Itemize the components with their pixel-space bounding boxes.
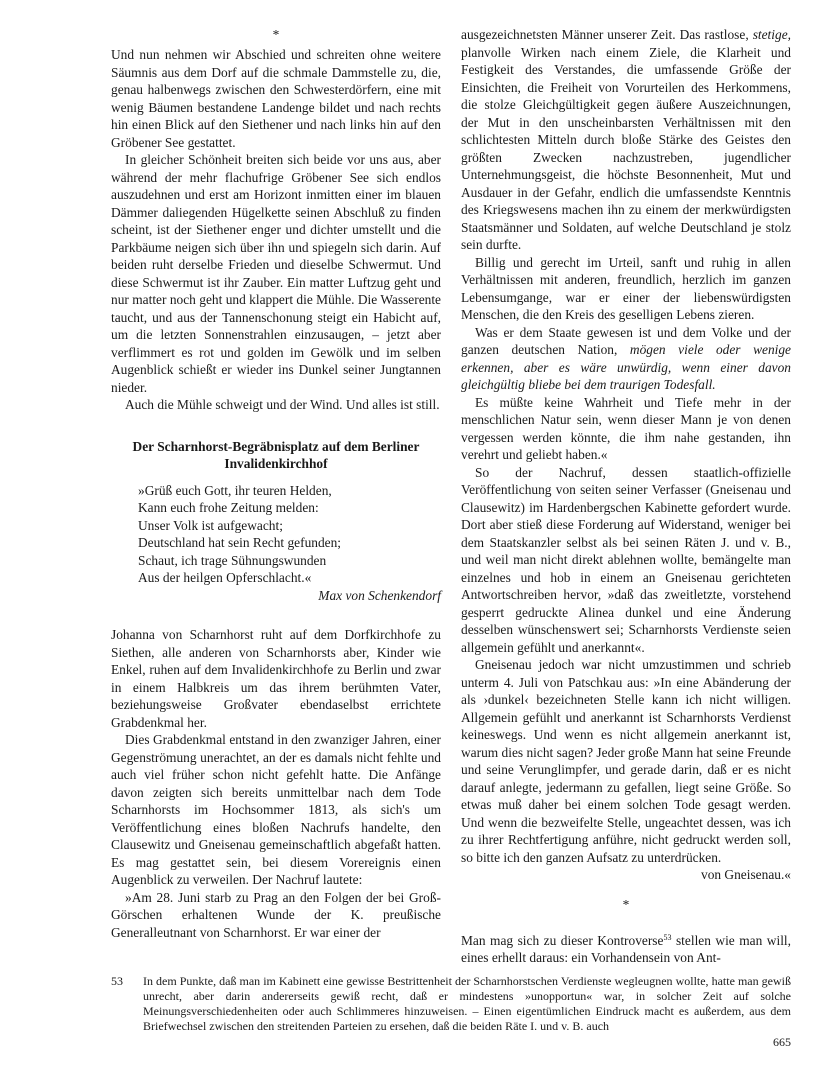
paragraph [461,324,791,394]
italic-text: stetige, [752,27,791,42]
paragraph: Johanna von Scharnhorst ruht auf dem Dorfkirchhofe zu Siethen, alle anderen von Scharnhorsts aber, Kinder wie Enkel, ruhen auf dem Invalidenkirchhofe zu Berlin und zwar in einem Halbkreis um das ihrem berühmten Vater, beziehungsweise Großvater ebendaselbst errichtete Grabdenkmal her. [111,627,441,730]
page-number: 665 [773,1035,791,1049]
paragraph: Auch die Mühle schweigt und der Wind. Und alles ist still. [125,397,440,412]
poem-line: Unser Volk ist aufgewacht; [138,517,283,533]
poem-line: Deutschland hat sein Recht gefunden; [138,535,342,550]
paragraph [461,932,791,967]
paragraph: Und nun nehmen wir Abschied und schreiten ohne weitere Säumnis aus dem Dorf auf die schmale Dammstelle zu, die, genau halbenwegs zwischen den Schwesterdörfern, eine mit wenig Bäumen bestandene Landenge bildet und nach rechts hin einen Blick auf den Siethener und nach links hin auf den Gröbener See gestattet. [111,47,441,150]
footnote [111,974,791,1034]
paragraph: Es müßte keine Wahrheit und Tiefe mehr in der menschlichen Natur sein, wenn dieser Mann je von denen vergessen werden könnte, die ihm nahe gestanden, ihn verehrt und geliebt haben.« [461,394,791,462]
left-column [111,26,441,941]
paragraph [461,26,791,254]
paragraph: In gleicher Schönheit breiten sich beide vor uns aus, aber während der mehr flachufrige Gröbener See sich endlos auszudehnen und erst am Horizont inmitten einer im blauen Dämmer daliegenden Hügelkette seinen Abschluß zu finden scheint, ist der Siethener enger und dichter umstellt und die Parkbäume neigen sich über ihn und spiegeln sich darin. Auf beiden ruht derselbe Frieden und dieselbe Schwermut. Und diese Schwermut ist ihr Zauber. Ein matter Luftzug geht und nur matter noch geht und klappert die Mühle. Die Wasserente taucht, und aus der Tannenschonung steigt ein Habicht auf, um die letzten Sonnenstrahlen einzusaugen, – jetzt aber verflimmert es rot und golden im Gewölk und im selben Augenblick schießt er wieder ins Dunkel seiner Jungtannen nieder. [111,152,441,395]
paragraph: Billig und gerecht im Urteil, sanft und ruhig in allen Verhältnissen mit anderen, freundlich, herzlich im ganzen Lebensumgange, war er einer der liebenswürdigsten Menschen, die den Kreis des geselligen Lebens zieren. [461,254,791,322]
poem [111,482,441,587]
text-run: stellen wie man will, eines erhellt daraus: ein Vorhandensein von Ant- [461,932,791,965]
right-column [461,26,791,967]
paragraph: Gneisenau jedoch war nicht umzustimmen und schrieb unterm 4. Juli von Patschkau aus: »In eine Abänderung der als ›dunkel‹ bezeichneten Stelle kann ich nicht willigen. Allgemein gefühlt und anerkannt ist Scharnhorsts Verdienst keineswegs. Und wenn es nicht allgemein anerkannt ist, warum dies nicht sagen? Jeder große Mann hat seine Freunde und seine Verunglimpfer, und gerade darin, daß er es nicht darauf anlegte, jedermann zu gefallen, liegt seine Größe. So etwas muß daher bei einem solchen Tode gesagt werden. Und wenn die bezweifelte Stelle, ungeachtet dessen, was ich zu ihrer Rechtfertigung anführe, nicht gedruckt werden soll, so bitte ich den ganzen Aufsatz zu unterdrücken. [461,657,791,865]
footnote-number: 53 [111,974,123,988]
poem-author: Max von Schenkendorf [318,587,441,603]
text-run: planvolle Wirken nach einem Ziele, die Klarheit und Festigkeit des Verstandes, die umfassende Größe der Einsichten, die Freiheit von Vorurteilen des Herkommens, die stolze Gleichgültigkeit gegen äußere Auszeichnungen, der Mut in den unscheinbarsten Verhältnissen mit den schlichtesten Mitteln durch bloße Stärke des Geistes den größten Zwecken nachzustreben, jugendlicher Unternehmungsgeist, die höchste Besonnenheit, Mut und Ausdauer in der Gefahr, endlich die umfassendste Kenntnis des Kriegswesens machen ihn zu einem der merkwürdigsten Staatsmänner und Soldaten, auf welche Deutschland je stolz sein durfte. [461,44,791,252]
poem-line: Aus der heilgen Opferschlacht.« [138,570,312,585]
section-heading: Der Scharnhorst-Begräbnisplatz auf dem Berliner Invalidenkirchhof [132,438,420,471]
poem-line: »Grüß euch Gott, ihr teuren Helden, [138,482,332,498]
poem-line: Kann euch frohe Zeitung melden: [138,500,319,515]
paragraph: Dies Grabdenkmal entstand in den zwanziger Jahren, einer Gegenströmung unerachtet, an der es damals nicht fehlte und auch viel früher schon nicht gefehlt hatte. Die Anfänge davon zeigten sich bereits unmittelbar nach dem Tode Scharnhorsts im Hochsommer 1813, als sich's um Veröffentlichung eines bloßen Nachrufs handelte, den Clausewitz und Gneisenau gemeinschaftlich abgefaßt hatten. Es mag gestattet sein, bei diesem Vorereignis einen Augenblick zu verweilen. Der Nachruf lautete: [111,732,441,887]
italic-text: mögen viele oder wenige erkennen, aber es wäre unwürdig, wenn einer davon gleichgültig bliebe bei dem traurigen Todesfall. [461,342,791,392]
poem-line: Schaut, ich trage Sühnungswunden [138,552,327,568]
footnote-reference[interactable]: 53 [663,932,672,942]
text-run: ausgezeichnetsten Männer unserer Zeit. Das rastlose, [461,27,753,42]
section-separator: * [272,27,280,42]
text-run: Man mag sich zu dieser Kontroverse [461,932,664,948]
footnote-text: In dem Punkte, daß man im Kabinett eine gewisse Bestrittenheit der Scharnhorstschen Verdienste wegleugnen wollte, hatte man gewiß unrecht, aber darin andererseits gewiß recht, daß er mindestens »unopportun« war, in solcher Zeit auf solche Meinungsverschiedenheiten oder auch Schlimmeres hinzuweisen. – Einen eigentümlichen Eindruck macht es außerdem, aus dem Briefwechsel zwischen den streitenden Parteien zu ersehen, daß die beiden Räte I. und v. B. auch [143,974,791,1033]
text-run: Was er dem Staate gewesen ist und dem Volke und der ganzen deutschen Nation, [461,324,791,357]
paragraph: So der Nachruf, dessen staatlich-offizielle Veröffentlichung von seiten seiner Verfasser (Gneisenau und Clausewitz) im Hardenbergschen Kabinette gefordert wurde. Dort aber stieß diese Forderung auf Widerstand, weniger bei dem Staatskanzler selbst als bei seinen Räten J. und v. B., und weil man nicht direkt ablehnen wollte, bemängelte man einzelnes und hob in einem an Gneisenau gerichteten Antwortschreiben hervor, »daß das zweitletzte, vorstehend gesperrt gedruckte Alinea dunkel und eine Änderung desselben wünschenswert sei; Scharnhorsts Verdienste seien allgemein gefühlt und anerkannt«. [461,464,791,655]
signature: von Gneisenau.« [701,867,791,882]
paragraph: »Am 28. Juni starb zu Prag an den Folgen der bei Groß-Görschen erhaltenen Wunde der K. preußische Generalleutnant von Scharnhorst. Er war einer der [111,889,441,940]
section-separator: * [622,896,630,912]
